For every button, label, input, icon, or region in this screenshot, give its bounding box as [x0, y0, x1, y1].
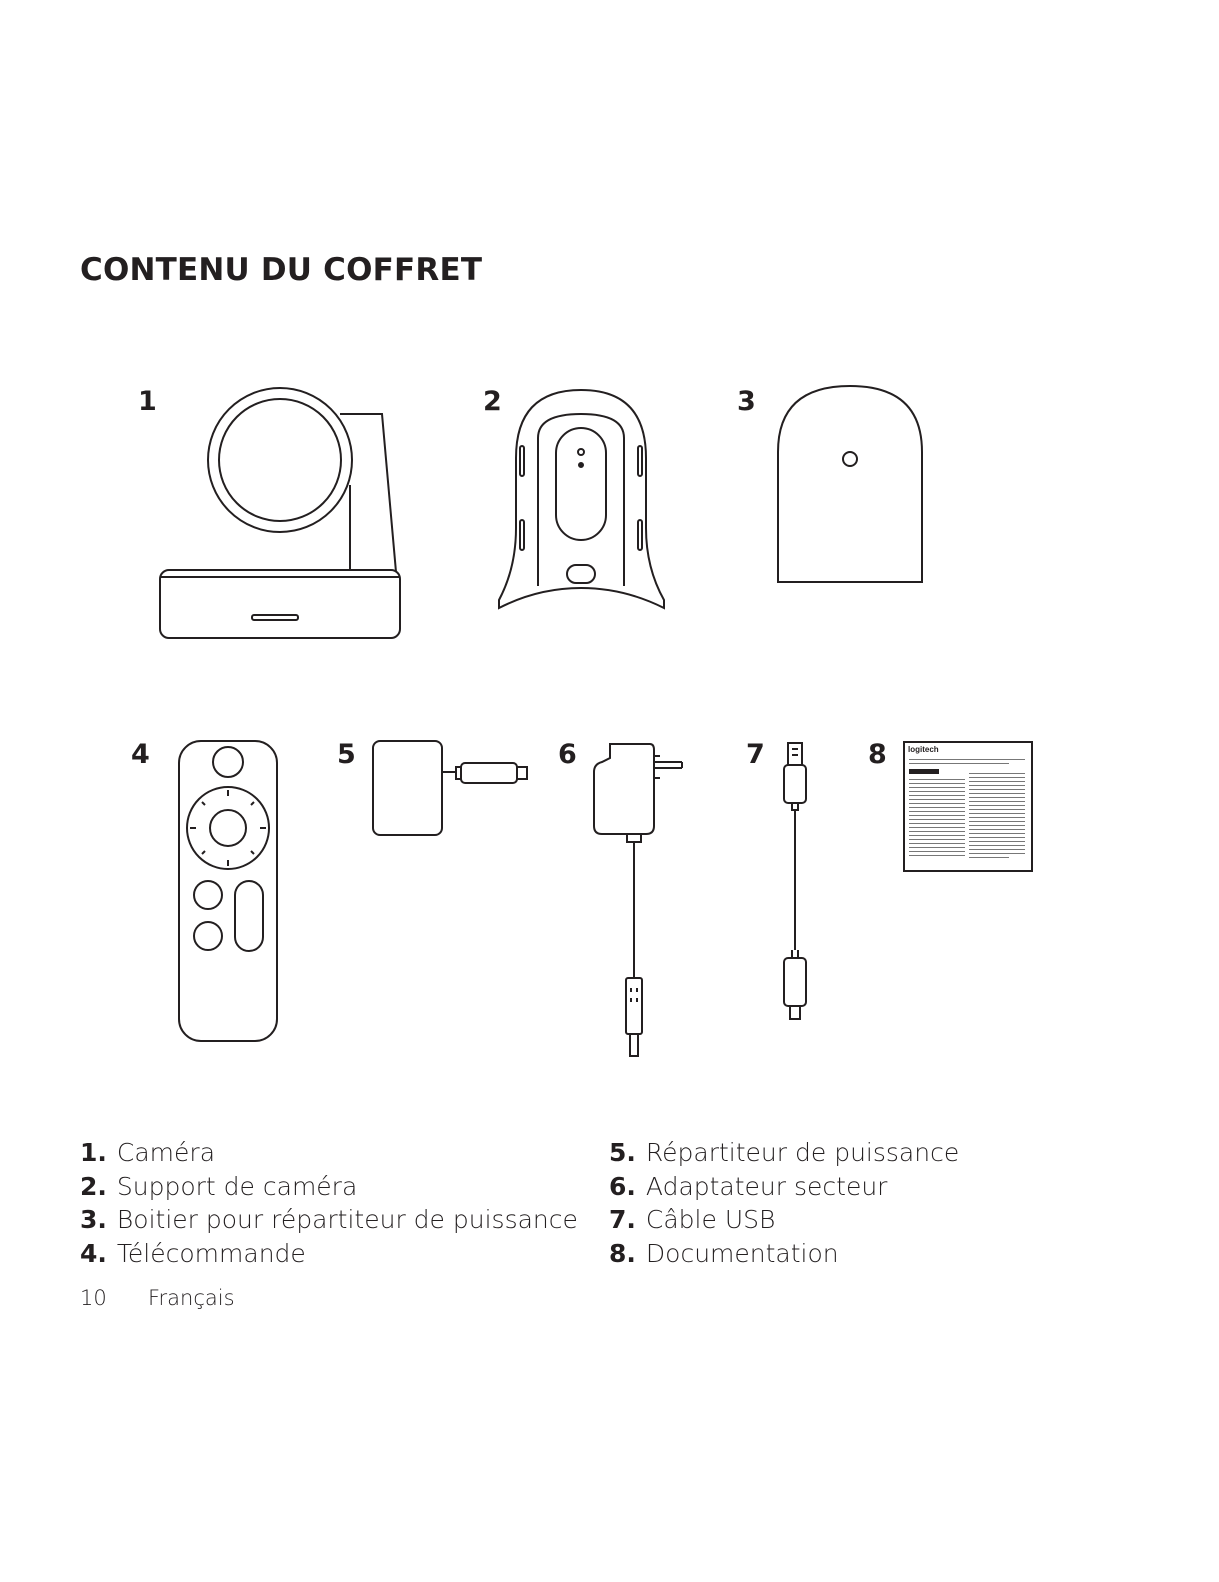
legend-item	[609, 1237, 959, 1271]
page-title: CONTENU DU COFFRET	[80, 252, 483, 288]
legend-item	[609, 1136, 959, 1170]
legend-item	[80, 1203, 578, 1237]
legend-label: Support de caméra	[116, 1171, 358, 1201]
legend-label: Câble USB	[645, 1205, 776, 1234]
camera-icon	[150, 370, 410, 650]
legend-right-column	[609, 1136, 959, 1270]
remote-control-icon	[174, 736, 284, 1048]
legend-number: 2.	[80, 1171, 107, 1201]
legend-label: Répartiteur de puissance	[645, 1138, 960, 1167]
legend-item	[609, 1203, 959, 1237]
legend-number: 7.	[609, 1205, 636, 1234]
legend-number: 8.	[609, 1238, 636, 1268]
documentation-brand-logo: logitech	[908, 745, 939, 754]
legend-number: 4.	[80, 1238, 107, 1268]
item-number-1: 1	[138, 386, 157, 417]
page-number: 10	[80, 1286, 107, 1310]
legend-number: 6.	[609, 1171, 636, 1201]
item-number-4: 4	[131, 739, 150, 770]
item-number-3: 3	[737, 386, 756, 417]
item-number-2: 2	[483, 386, 502, 417]
legend-label: Documentation	[645, 1238, 839, 1268]
legend-label: Télécommande	[116, 1238, 306, 1268]
power-splitter-case-icon	[772, 380, 927, 590]
legend-item	[609, 1170, 959, 1204]
power-splitter-icon	[370, 738, 535, 838]
legend-label: Caméra	[116, 1138, 216, 1167]
item-number-5: 5	[337, 739, 356, 770]
camera-mount-icon	[494, 378, 669, 618]
legend-item	[80, 1136, 578, 1170]
item-number-7: 7	[746, 739, 765, 770]
power-adapter-icon	[590, 738, 690, 1063]
documentation-icon	[903, 741, 1033, 872]
legend-label: Boitier pour répartiteur de puissance	[116, 1205, 578, 1234]
legend-item	[80, 1237, 578, 1271]
legend-number: 5.	[609, 1138, 636, 1167]
legend-number: 1.	[80, 1138, 107, 1167]
legend-item	[80, 1170, 578, 1204]
page-language: Français	[148, 1286, 235, 1310]
item-number-8: 8	[868, 739, 887, 770]
legend-left-column	[80, 1136, 578, 1270]
legend-number: 3.	[80, 1205, 107, 1234]
item-number-6: 6	[558, 739, 577, 770]
legend-label: Adaptateur secteur	[645, 1171, 888, 1201]
usb-cable-icon	[778, 738, 812, 1023]
